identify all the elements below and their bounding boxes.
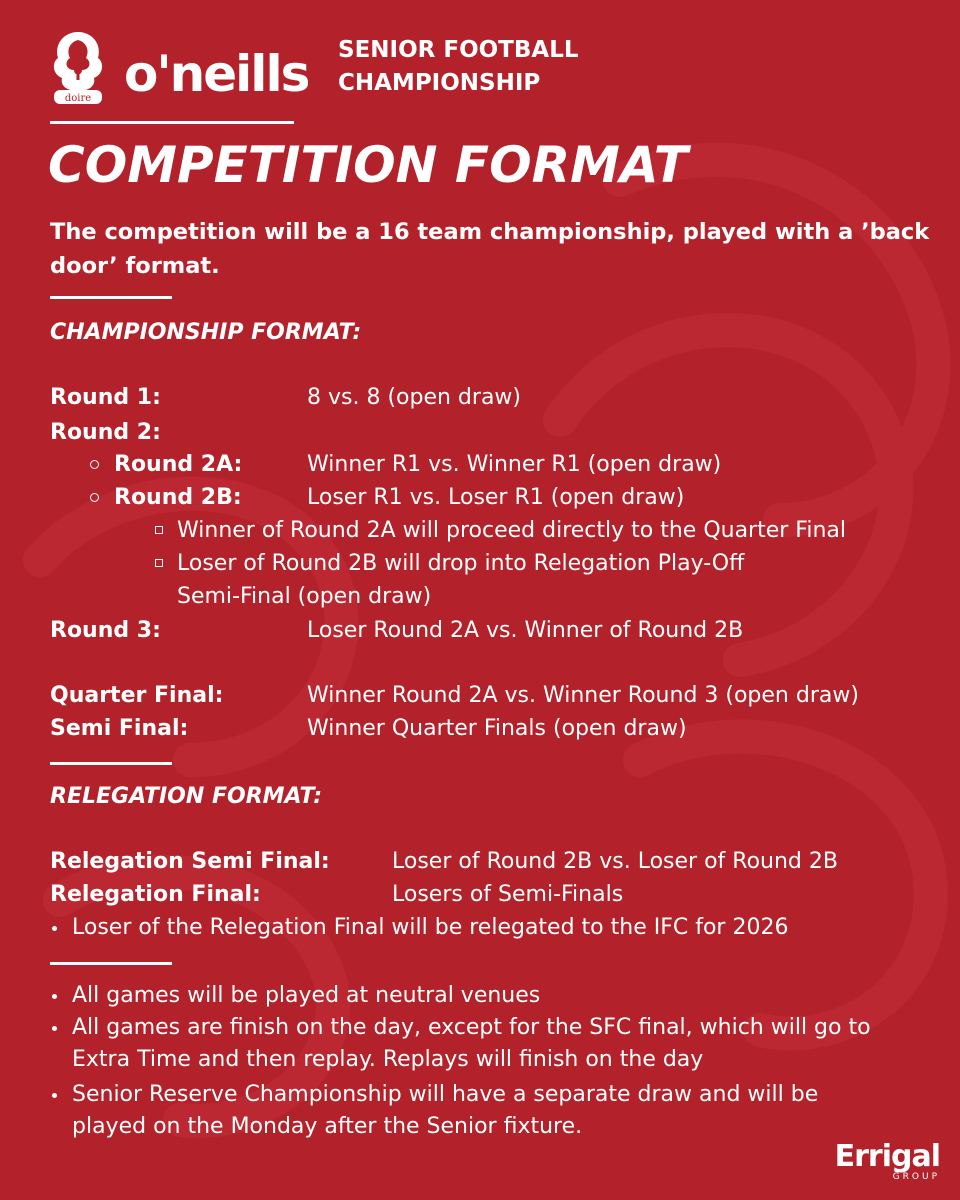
- general-note2-line2: Extra Time and then replay. Replays will finish on the day: [72, 1047, 704, 1072]
- county-crest-logo: [48, 28, 108, 106]
- sponsor-name: Errigal: [834, 1139, 940, 1174]
- intro-text: The competition will be a 16 team championship, played with a ’back door’ format.: [50, 219, 930, 279]
- general-note3-line2: played on the Monday after the Senior fixture.: [72, 1114, 583, 1139]
- round2b-value: Loser R1 vs. Loser R1 (open draw): [307, 485, 685, 510]
- round2a-label: Round 2A:: [114, 452, 243, 477]
- divider: [50, 762, 172, 765]
- bullet-icon: [52, 994, 57, 999]
- relegation-semi-final-label: Relegation Semi Final:: [50, 849, 330, 874]
- divider: [50, 962, 172, 965]
- page-title: COMPETITION FORMAT: [48, 136, 688, 194]
- general-note1: All games will be played at neutral venues: [72, 983, 541, 1008]
- round3-value: Loser Round 2A vs. Winner of Round 2B: [307, 618, 744, 643]
- semi-final-value: Winner Quarter Finals (open draw): [307, 716, 687, 741]
- championship-format-heading: CHAMPIONSHIP FORMAT:: [50, 320, 362, 345]
- bullet-icon: [52, 1026, 57, 1031]
- divider: [50, 296, 172, 299]
- round2-note1: Winner of Round 2A will proceed directly to the Quarter Final: [177, 518, 847, 543]
- divider: [50, 121, 294, 124]
- square-bullet-icon: [155, 526, 163, 534]
- round2a-value: Winner R1 vs. Winner R1 (open draw): [307, 452, 722, 477]
- header-title-line1: SENIOR FOOTBALL: [338, 37, 579, 63]
- circle-bullet-icon: [90, 460, 99, 469]
- circle-bullet-icon: [90, 493, 99, 502]
- header-title-line2: CHAMPIONSHIP: [338, 70, 541, 96]
- relegation-format-heading: RELEGATION FORMAT:: [50, 784, 323, 809]
- quarter-final-value: Winner Round 2A vs. Winner Round 3 (open draw): [307, 683, 859, 708]
- quarter-final-label: Quarter Final:: [50, 683, 224, 708]
- round2-note2-line2: Semi-Final (open draw): [177, 584, 432, 609]
- square-bullet-icon: [155, 559, 163, 567]
- general-note2-line1: All games are finish on the day, except for the SFC final, which will go to: [72, 1015, 871, 1040]
- round1-label: Round 1:: [50, 385, 161, 410]
- round2-label: Round 2:: [50, 420, 161, 445]
- semi-final-label: Semi Final:: [50, 716, 189, 741]
- bullet-icon: [52, 1093, 57, 1098]
- sponsor-sub: GROUP: [892, 1172, 940, 1182]
- bullet-icon: [52, 926, 57, 931]
- relegation-semi-final-value: Loser of Round 2B vs. Loser of Round 2B: [392, 849, 838, 874]
- round1-value: 8 vs. 8 (open draw): [307, 385, 521, 410]
- round2-note2-line1: Loser of Round 2B will drop into Relegation Play-Off: [177, 551, 745, 576]
- crest-caption: doire: [64, 93, 92, 104]
- oneills-logo: o'neills: [124, 45, 309, 103]
- general-note3-line1: Senior Reserve Championship will have a separate draw and will be: [72, 1082, 819, 1107]
- competition-header: [338, 34, 579, 100]
- errigal-group-logo: [834, 1139, 940, 1182]
- relegation-final-value: Losers of Semi-Finals: [392, 882, 624, 907]
- relegation-note: Loser of the Relegation Final will be relegated to the IFC for 2026: [72, 915, 789, 940]
- relegation-final-label: Relegation Final:: [50, 882, 261, 907]
- round2b-label: Round 2B:: [114, 485, 242, 510]
- round3-label: Round 3:: [50, 618, 161, 643]
